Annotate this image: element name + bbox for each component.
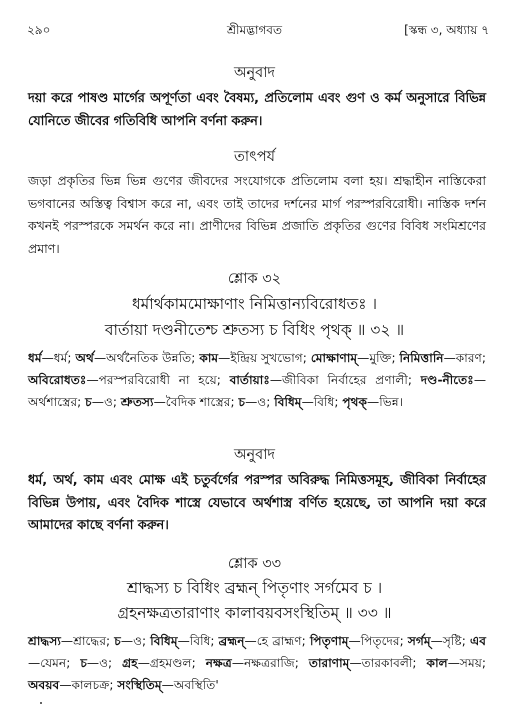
synonym-meaning: —ও; xyxy=(86,656,123,670)
synonym-word: সর্গম্ xyxy=(407,634,431,648)
page-number: ২৯০ xyxy=(27,23,51,37)
synonym-meaning: —সৃষ্টি; xyxy=(430,634,470,648)
synonym-word: চ xyxy=(238,395,246,409)
synonym-meaning: —মুক্তি; xyxy=(357,351,400,365)
synonym-meaning: —যেমন; xyxy=(28,656,81,670)
synonym-word: অবিরোধতঃ xyxy=(28,373,87,387)
synonym-meaning: —বিধি; xyxy=(301,395,343,409)
synonym-word: পৃথক্ xyxy=(342,395,368,409)
synonym-meaning: —শ্রাদ্ধের; xyxy=(60,634,115,648)
synonym-meaning: —তারকাবলী; xyxy=(349,656,427,670)
synonym-word: চ xyxy=(114,634,121,648)
synonym-meaning: —বিধি; xyxy=(177,634,219,648)
synonyms-block xyxy=(28,347,486,413)
synonym-word: শ্রাদ্ধস্য xyxy=(28,634,61,648)
synonym-meaning: —অর্থনৈতিক উন্নতি; xyxy=(93,351,200,365)
synonym-word: সংস্থিতিম্ xyxy=(117,678,162,692)
translation-heading: অনুবাদ xyxy=(233,447,276,463)
synonym-word: বিধিম্ xyxy=(274,395,302,409)
translation-text: দয়া করে পাষণ্ড মার্গের অপূর্ণতা এবং বৈষম্য, প্রতিলোম এবং গুণ ও কর্ম অনুসারে বিভিন্ন যোনিতে জীবের গতিবিধি আপনি বর্ণনা করুন। xyxy=(28,91,486,129)
synonym-word: ব্রহ্মন্ xyxy=(218,634,245,648)
synonym-word: নক্ষত্র xyxy=(205,656,232,670)
synonym-meaning: —পিতৃদের; xyxy=(348,634,408,648)
synonym-meaning: —হে ব্রাহ্মণ; xyxy=(244,634,310,648)
synonym-meaning: —ও; xyxy=(245,395,275,409)
synonym-word: অবয়ব xyxy=(28,678,60,692)
translation-text: ধর্ম, অর্থ, কাম এবং মোক্ষ এই চতুর্বর্গের পরস্পর অবিরুদ্ধ নিমিত্তসমূহ, জীবিকা নির্বাহের বিভিন্ন উপায়, এবং বৈদিক শাস্ত্রে যেভাবে অর্থশাস্ত্র বর্ণিত হয়েছে, তা আপনি দয়া করে আমাদের কাছে বর্ণনা করুন। xyxy=(28,473,486,533)
verse-line: ধর্মার্থকামমোক্ষাণাং নিমিত্তান্যবিরোধতঃ । xyxy=(131,295,378,313)
synonym-meaning: —নক্ষত্ররাজি; xyxy=(231,656,309,670)
running-title: শ্রীমদ্ভাগবত xyxy=(226,23,282,37)
synonym-meaning: —গ্রহমণ্ডল; xyxy=(137,656,206,670)
verse-line: বার্তায়া দণ্ডনীতেশ্চ শ্রুতস্য চ বিধিং পৃথক্ ॥ ৩২ ॥ xyxy=(104,321,405,339)
synonym-word: মোক্ষাণাম্ xyxy=(310,351,358,365)
synonym-meaning: —কারণ; xyxy=(443,351,487,365)
purport-text: জড়া প্রকৃতির ভিন্ন ভিন্ন গুণের জীবদের সংযোগকে প্রতিলোম বলা হয়। শ্রদ্ধাহীন নাস্তিকেরা ভগবানের অস্তিত্ব বিশ্বাস করে না, এবং তাই তাদের দর্শনের মার্গ পরস্পরবিরোধী। নাস্তিক দর্শন কখনই পরস্পরকে সমর্থন করে না। প্রাণীদের বিভিন্ন প্রজাতি প্রকৃতির গুণের বিবিধ সংমিশ্রণের প্রমাণ। xyxy=(28,173,486,256)
synonym-word: চ xyxy=(85,395,92,409)
synonym-meaning: —ইন্দ্রিয় সুখভোগ; xyxy=(218,351,311,365)
synonym-meaning: —ও; xyxy=(120,634,151,648)
synonym-word: নিমিত্তানি xyxy=(399,351,444,365)
verse-line: শ্রাদ্ধস্য চ বিধিং ব্রহ্মন্ পিতৃণাং সর্গমেব চ । xyxy=(126,579,383,597)
synonym-word: এব xyxy=(469,634,487,648)
synonym-meaning: —অর্থশাস্ত্রের; xyxy=(28,373,486,409)
synonym-word: অর্থ xyxy=(75,351,94,365)
synonym-word: কাম xyxy=(199,351,219,365)
verse-heading: শ্লোক ৩৩ xyxy=(227,556,282,572)
verse-heading: শ্লোক ৩২ xyxy=(227,271,282,287)
synonym-word: শ্রুতস্য xyxy=(120,395,154,409)
synonym-meaning: —জীবিকা নির্বাহের প্রণালী; xyxy=(269,373,421,387)
synonym-meaning: —ধর্ম; xyxy=(41,351,76,365)
synonyms-block xyxy=(28,630,486,696)
purport-heading: তাৎপর্য xyxy=(233,149,276,165)
synonym-word: কাল xyxy=(426,656,448,670)
synonym-word: বিধিম্ xyxy=(150,634,178,648)
synonym-meaning: —পরস্পরবিরোধী না হয়ে; xyxy=(86,373,230,387)
synonym-meaning: —ভিন্ন। xyxy=(367,395,404,409)
synonym-meaning: —সময়; xyxy=(447,656,486,670)
synonym-word: দণ্ড-নীতেঃ xyxy=(420,373,474,387)
synonym-word: বার্তায়াঃ xyxy=(229,373,270,387)
chapter-reference: [স্কন্ধ ৩, অধ্যায় ৭ xyxy=(404,23,489,37)
verse-line: গ্রহনক্ষত্রতারাণাং কালাবয়বসংস্থিতিম্ ॥ ৩৩ ॥ xyxy=(117,604,392,622)
synonym-word: ধর্ম xyxy=(28,351,42,365)
synonym-word: পিতৃণাম্ xyxy=(309,634,349,648)
synonym-meaning: —বৈদিক শাস্ত্রের; xyxy=(153,395,239,409)
synonym-word: চ xyxy=(80,656,87,670)
ink-speck xyxy=(40,702,42,704)
synonym-word: গ্রহ xyxy=(122,656,138,670)
synonym-word: তারাণাম্ xyxy=(308,656,350,670)
translation-heading: অনুবাদ xyxy=(233,65,276,81)
synonym-meaning: —ও; xyxy=(91,395,121,409)
synonym-meaning: —অবস্থিতি' xyxy=(161,678,219,692)
synonym-meaning: —কালচক্র; xyxy=(59,678,118,692)
